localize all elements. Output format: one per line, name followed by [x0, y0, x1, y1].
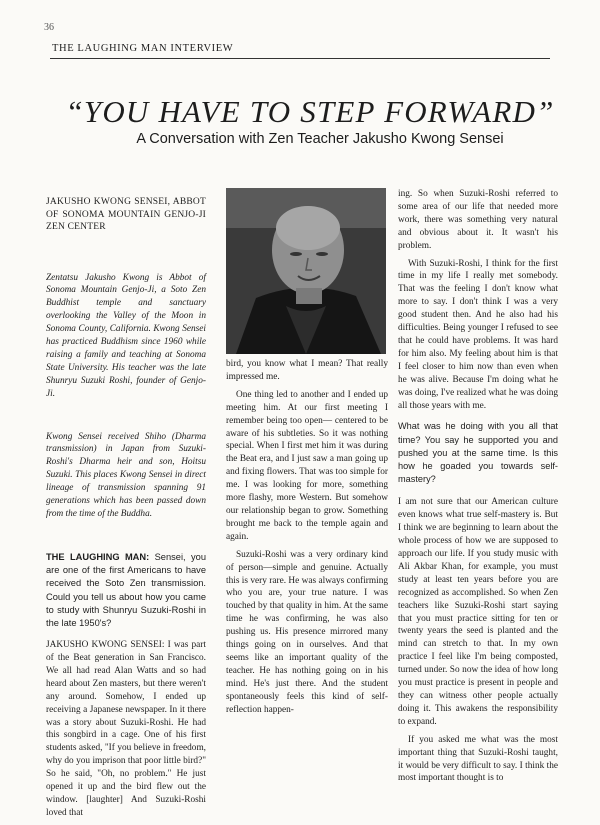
running-head: THE LAUGHING MAN INTERVIEW: [52, 43, 234, 54]
interviewer-name: THE LAUGHING MAN:: [46, 551, 150, 562]
byline: JAKUSHO KWONG SENSEI, ABBOT OF SONOMA MOUNTAIN GENJO-JI ZEN CENTER: [46, 197, 206, 232]
question-1: [46, 551, 206, 630]
portrait-photo: [226, 188, 386, 354]
answer-1: [46, 639, 206, 820]
portrait-photo-icon: [226, 188, 386, 354]
bio-paragraph-2: Kwong Sensei received Shiho (Dharma transmission) in Japan from Suzuki-Roshi's Dharma heir and son, Hoitsu Suzuki. This places Kwong Sensei in direct lineage of transmission spanning 91 generations which has been passed down from the time of the Buddha.: [46, 431, 206, 519]
column-3: [398, 188, 558, 790]
col2-paragraph: bird, you know what I mean? That really impressed me.: [226, 359, 388, 382]
question-1-text: Sensei, you are one of the first Americans to have received the Soto Zen transmission. Could you tell us about how you came to study with Shunryu Suzuki-Roshi in the late 1950's?: [46, 551, 206, 628]
answer-1-text: I was part of the Beat generation in San Francisco. We all had read Alan Watts and so had heard about Zen masters, but there weren't any around. Somehow, I ended up receiving a Japanese newspaper. In it there was a story about Suzuki-Roshi. He had this songbird in a cage. One of his first students asked, "If you believe in freedom, why do you imprison that poor little bird?" So he said, "Oh, no problem." He just opened it up and the bird flew out the window. [laughter] And Suzuki-Roshi loved that: [46, 640, 206, 818]
question-2: What was he doing with you all that time? You say he supported you and pushed you at the same time. Is this how he goaded you towards self-mastery?: [398, 421, 558, 485]
page-number: 36: [44, 22, 54, 33]
bio-paragraph-1: Zentatsu Jakusho Kwong is Abbot of Sonoma Mountain Genjo-Ji, a Soto Zen Buddhist temple and sanctuary overlooking the Valley of the Moon in Sonoma County, California. Kwong Sensei has practiced Buddhism since 1960 while raising a family and teaching at Sonoma State University. His teacher was the late Shunryu Suzuki Roshi, founder of Genjo-Ji.: [46, 272, 206, 399]
column-1: [46, 196, 206, 825]
article-subtitle: A Conversation with Zen Teacher Jakusho Kwong Sensei: [136, 131, 504, 147]
column-2: [226, 358, 388, 721]
col2-paragraph: One thing led to another and I ended up meeting him. At our first meeting I remember being too open— centered to be aware of his subtleties. So it was nothing special. When I first met him it was during the Beat era, and I just saw a man going up and fixing flowers. That was too simple for me. I was looking for more, something more flashy, more Western. But somehow our relationship began to grow. Something brought me back to the temple again and again.: [226, 389, 388, 542]
col3-paragraph: I am not sure that our American culture even knows what true self-mastery is. But I think we are beginning to learn about the whole process of how we are supposed to approach our life. If you study music with Ali Akbar Khan, for example, you must study at least ten years before you are recognized as accomplished. So when Zen teachers like Suzuki-Roshi start saying that you must practice sitting for ten or twenty years the seed is planted and the mind can stretch to that. In my own practice I feel like I'm being composted, turned under. So now the idea of how long you must practice is present in people and they can witness other people actually doing it. This awakens the responsibility to expand.: [398, 497, 558, 727]
col2-paragraph: Suzuki-Roshi was a very ordinary kind of person—simple and genuine. Actually this is very rare. He was always confirming who you are, your true nature. I was touched by that quality in him. At the same time he was confirming, he was also pushing us. His presence mirrored many things going on in ourselves. And that seems like an important quality of the teacher. He has nothing going on in his mind. He's just there. And the student spontaneously feels this kind of self-reflection happen-: [226, 549, 388, 715]
article-title: “YOU HAVE TO STEP FORWARD”: [65, 94, 555, 129]
interviewee-name: JAKUSHO KWONG SENSEI:: [46, 640, 165, 651]
col3-paragraph: If you asked me what was the most important thing that Suzuki-Roshi taught, it would be very difficult to say. I think the most important thought is to: [398, 734, 558, 784]
header-rule: [50, 58, 550, 59]
col3-paragraph: With Suzuki-Roshi, I think for the first time in my life I really met somebody. That was the feeling I don't know what more to say. I don't think I was a very good student then. And he also had his difficulties. Being younger I refused to see that he could have problems. It was hard for him also. My feeling about him is that I feel closer to him now than even when he was alive. Because I'm doing what he was doing, I've realized what he was doing all those years with me.: [398, 258, 558, 411]
col3-paragraph: ing. So when Suzuki-Roshi referred to some area of our life that needed more work, there was something very natural and obvious about it. It wasn't his problem.: [398, 189, 558, 251]
